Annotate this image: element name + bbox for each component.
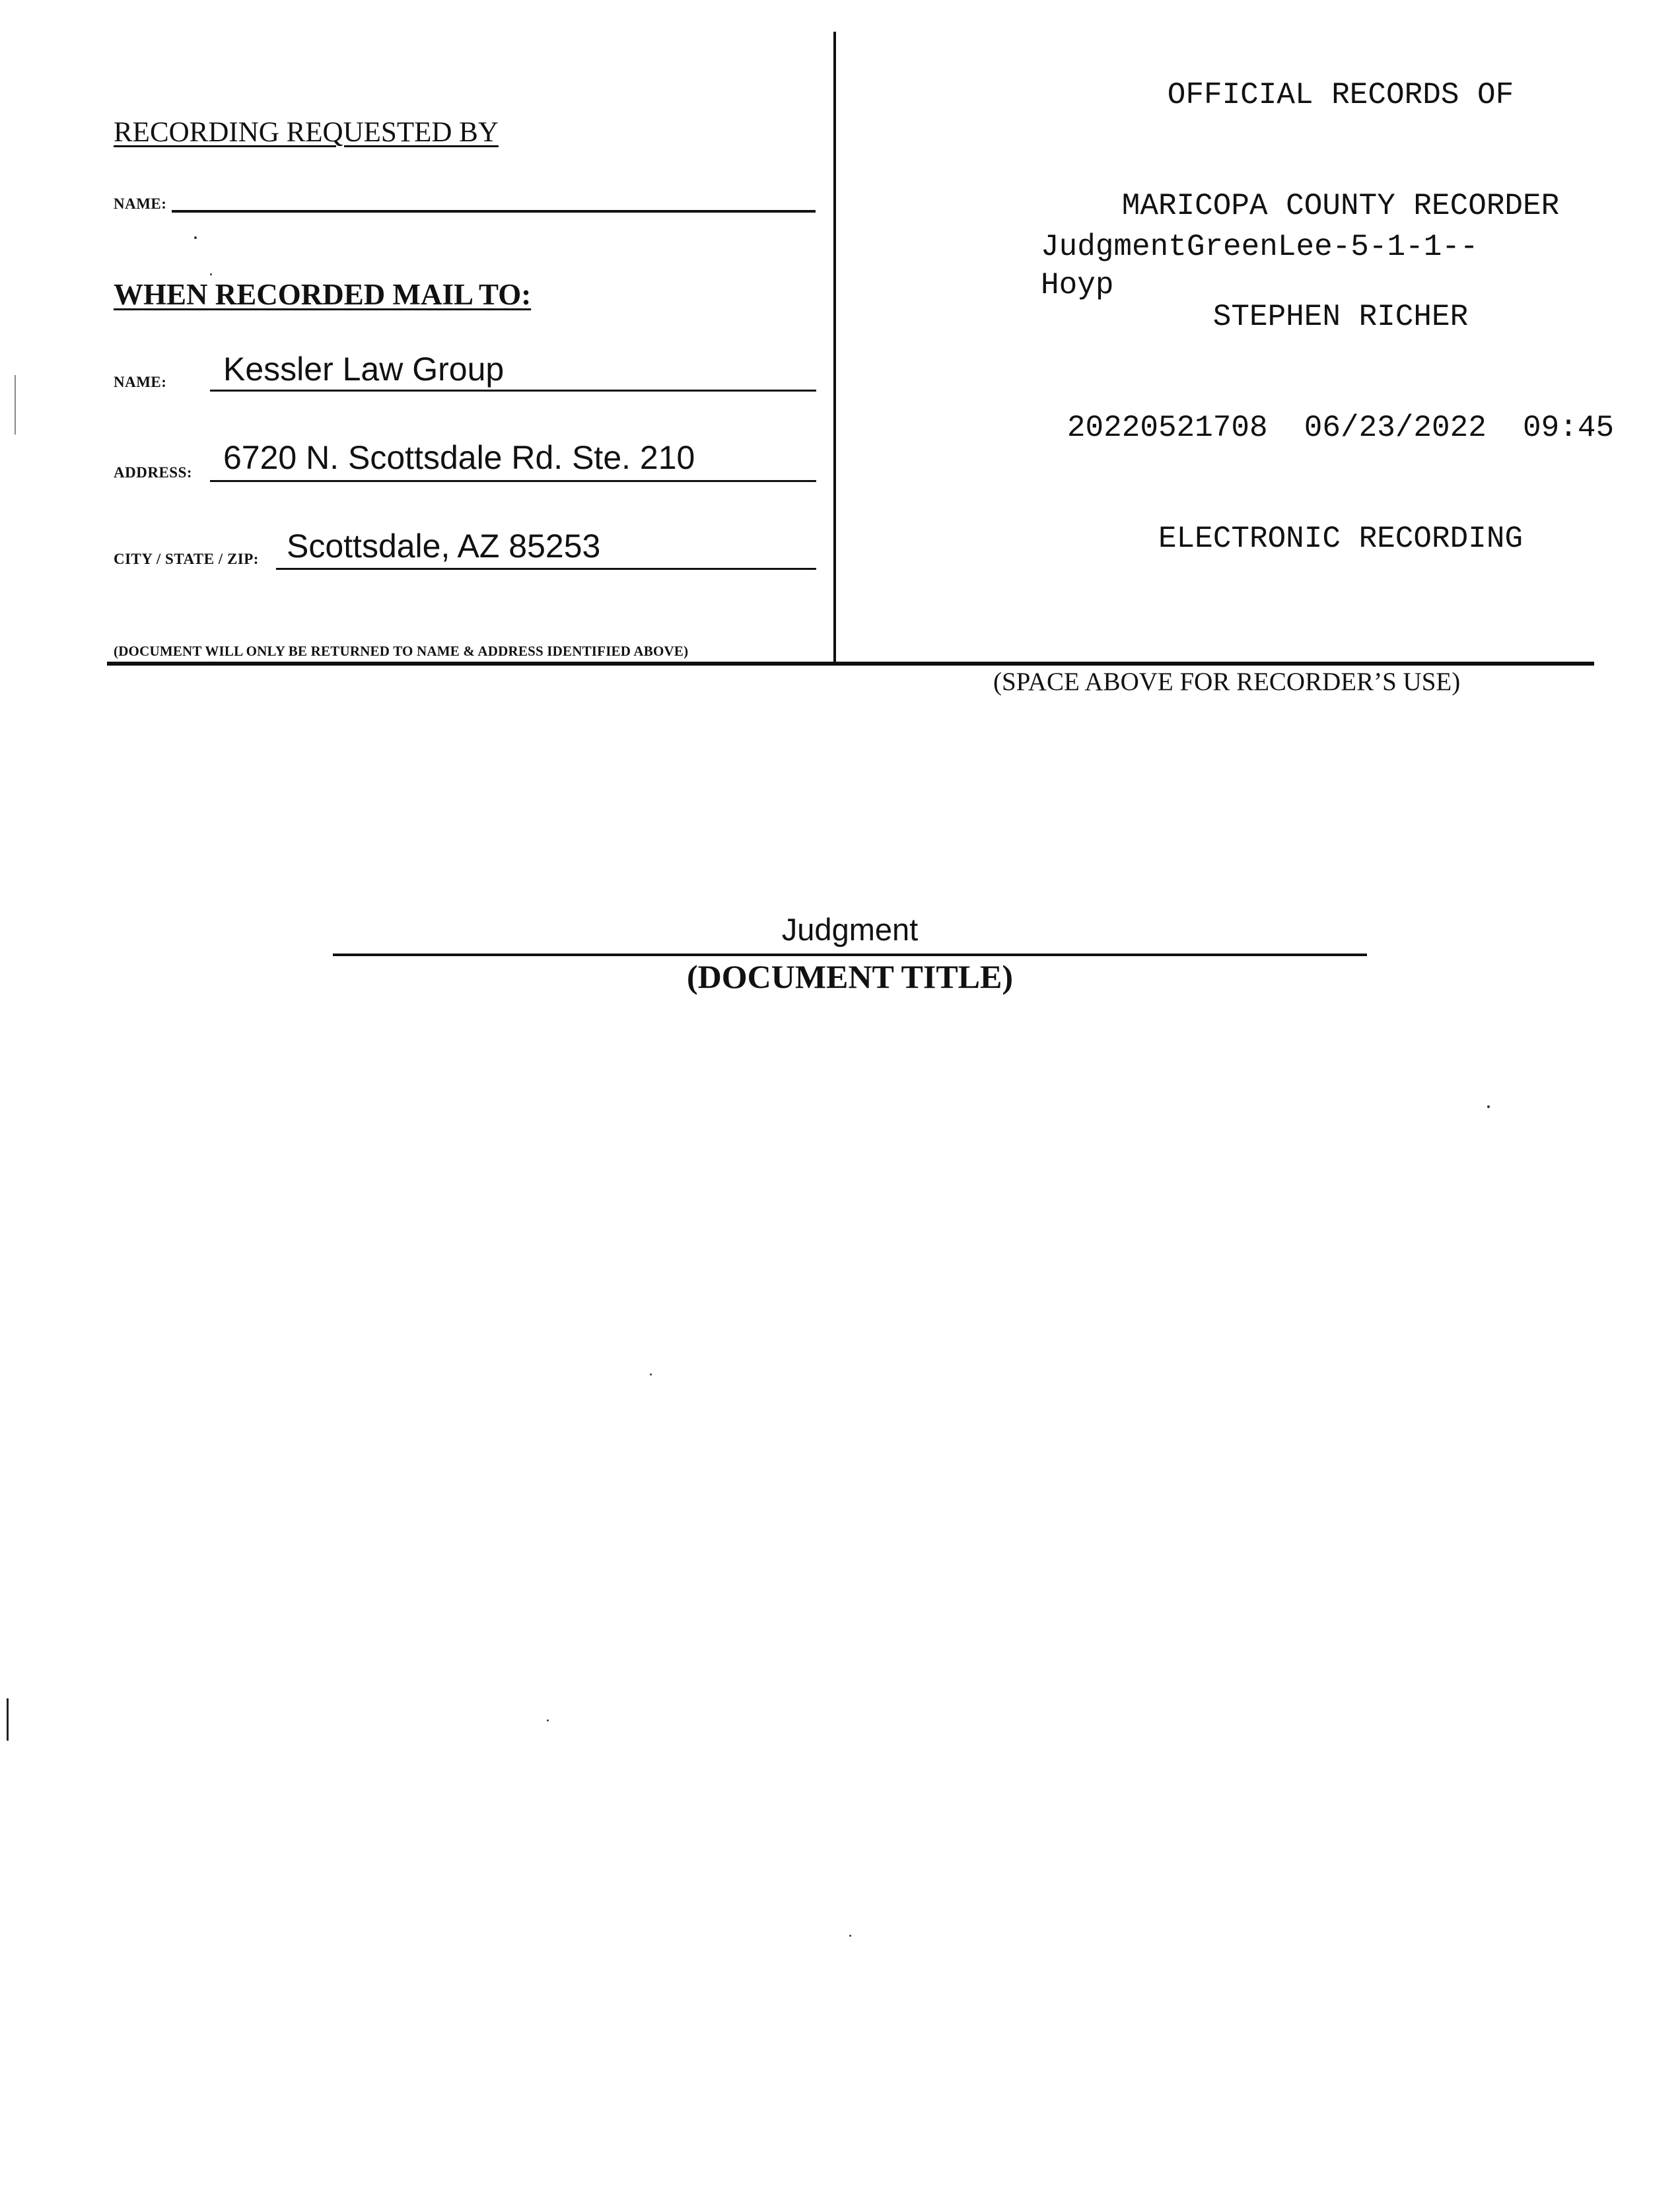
mail-to-address-label: ADDRESS: — [114, 464, 193, 481]
scan-speck — [650, 1373, 652, 1375]
stamp-official-records: OFFICIAL RECORDS OF — [1167, 78, 1514, 112]
mail-to-name-line — [210, 390, 816, 392]
stamp-recording-number-date-time: 20220521708 06/23/2022 09:45 — [1067, 411, 1615, 445]
mail-to-name-value: Kessler Law Group — [223, 351, 505, 388]
document-title-value: Judgment — [781, 912, 919, 947]
stamp-recorder-name: STEPHEN RICHER — [1212, 300, 1469, 334]
header-vertical-divider — [833, 32, 836, 664]
mail-to-city-state-zip-value: Scottsdale, AZ 85253 — [287, 528, 601, 565]
scan-edge-mark — [7, 1698, 9, 1741]
document-title-line — [333, 954, 1367, 956]
recorder-stamp — [1030, 3, 1651, 594]
scan-speck — [547, 1719, 549, 1721]
scan-speck — [210, 273, 212, 275]
requested-by-name-blank-line — [172, 210, 816, 213]
document-title-caption: (DOCUMENT TITLE) — [686, 958, 1014, 995]
scan-speck — [1487, 1105, 1490, 1108]
stamp-electronic-recording: ELECTRONIC RECORDING — [1158, 522, 1523, 556]
recorder-use-note: (SPACE ABOVE FOR RECORDER’S USE) — [993, 668, 1461, 696]
mail-to-address-line — [210, 480, 816, 482]
return-disclaimer: (DOCUMENT WILL ONLY BE RETURNED TO NAME & ADDRESS IDENTIFIED ABOVE) — [114, 643, 689, 659]
when-recorded-mail-to-heading: WHEN RECORDED MAIL TO: — [114, 278, 532, 311]
scan-speck — [849, 1935, 851, 1937]
header-horizontal-divider — [107, 662, 1594, 666]
scan-speck — [194, 236, 197, 239]
mail-to-city-state-zip-line — [276, 568, 816, 570]
requested-by-name-label: NAME: — [114, 195, 167, 212]
stamp-county-recorder: MARICOPA COUNTY RECORDER — [1121, 189, 1560, 223]
stamp-document-code-line1: JudgmentGreenLee-5-1-1-- — [1041, 230, 1479, 264]
stamp-document-code-line2: Hoyp — [1041, 268, 1114, 302]
mail-to-city-state-zip-label: CITY / STATE / ZIP: — [114, 551, 259, 567]
scan-edge-mark — [15, 375, 16, 434]
mail-to-address-value: 6720 N. Scottsdale Rd. Ste. 210 — [223, 439, 695, 476]
recording-requested-by-heading: RECORDING REQUESTED BY — [114, 117, 499, 148]
mail-to-name-label: NAME: — [114, 374, 167, 390]
